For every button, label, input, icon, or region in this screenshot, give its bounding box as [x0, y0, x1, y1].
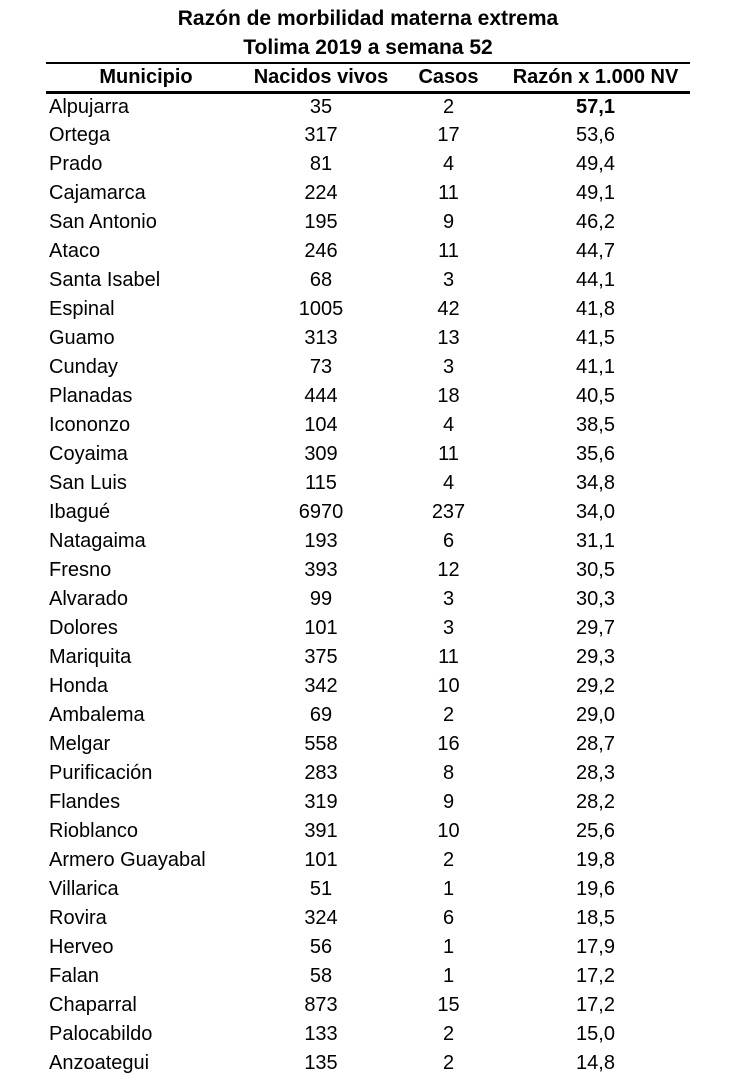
- nacidos-vivos-cell: 1005: [298, 298, 344, 320]
- casos-cell: 3: [442, 617, 455, 639]
- razon-cell: 38,5: [576, 414, 615, 436]
- municipio-cell: Anzoategui: [49, 1052, 150, 1074]
- casos-cell: 2: [442, 704, 455, 726]
- municipio-cell: Prado: [49, 153, 103, 175]
- table-header: [46, 63, 690, 92]
- municipio-cell: San Luis: [49, 472, 127, 494]
- razon-cell: 17,9: [576, 936, 615, 958]
- casos-cell: 17: [437, 124, 460, 146]
- table-row: [46, 324, 690, 353]
- casos-cell: 2: [442, 1052, 455, 1074]
- razon-cell: 18,5: [576, 907, 615, 929]
- table-row: [46, 672, 690, 701]
- municipio-cell: San Antonio: [49, 211, 157, 233]
- table-row: [46, 962, 690, 991]
- column-header-nacidos-vivos: Nacidos vivos: [253, 65, 389, 88]
- table-row: [46, 875, 690, 904]
- casos-cell: 9: [442, 791, 455, 813]
- casos-cell: 3: [442, 356, 455, 378]
- municipio-cell: Planadas: [49, 385, 133, 407]
- table-row: [46, 179, 690, 208]
- table-header-row: [46, 63, 690, 92]
- table-row: [46, 846, 690, 875]
- municipio-cell: Icononzo: [49, 414, 131, 436]
- razon-cell: 57,1: [576, 95, 615, 118]
- casos-cell: 10: [437, 820, 460, 842]
- table-row: [46, 150, 690, 179]
- razon-cell: 29,3: [576, 646, 615, 668]
- municipio-cell: Flandes: [49, 791, 121, 813]
- nacidos-vivos-cell: 56: [309, 936, 333, 958]
- razon-cell: 28,7: [576, 733, 615, 755]
- nacidos-vivos-cell: 313: [304, 327, 338, 349]
- title-block: [46, 4, 690, 62]
- table-row: [46, 121, 690, 150]
- nacidos-vivos-cell: 6970: [298, 501, 344, 523]
- nacidos-vivos-cell: 99: [309, 588, 333, 610]
- municipio-cell: Armero Guayabal: [49, 849, 206, 871]
- table-row: [46, 904, 690, 933]
- razon-cell: 44,1: [576, 269, 615, 291]
- nacidos-vivos-cell: 393: [304, 559, 338, 581]
- casos-cell: 3: [442, 588, 455, 610]
- page-title: Razón de morbilidad materna extrema: [177, 7, 559, 30]
- casos-cell: 237: [431, 501, 466, 523]
- table-row: [46, 295, 690, 324]
- casos-cell: 42: [437, 298, 460, 320]
- municipio-cell: Ortega: [49, 124, 111, 146]
- nacidos-vivos-cell: 317: [304, 124, 338, 146]
- razon-cell: 17,2: [576, 965, 615, 987]
- municipio-cell: Honda: [49, 675, 108, 697]
- nacidos-vivos-cell: 324: [304, 907, 338, 929]
- nacidos-vivos-cell: 115: [305, 472, 337, 494]
- nacidos-vivos-cell: 69: [309, 704, 333, 726]
- razon-cell: 19,6: [576, 878, 615, 900]
- table-row: [46, 1049, 690, 1078]
- razon-cell: 15,0: [576, 1023, 615, 1045]
- nacidos-vivos-cell: 58: [309, 965, 333, 987]
- table-row: [46, 701, 690, 730]
- table-row: [46, 469, 690, 498]
- table-row: [46, 92, 690, 121]
- razon-cell: 19,8: [576, 849, 615, 871]
- table-row: [46, 788, 690, 817]
- razon-cell: 49,1: [576, 182, 615, 204]
- casos-cell: 11: [438, 646, 459, 668]
- nacidos-vivos-cell: 35: [309, 95, 333, 118]
- municipio-cell: Coyaima: [49, 443, 128, 465]
- casos-cell: 1: [442, 878, 455, 900]
- nacidos-vivos-cell: 319: [304, 791, 338, 813]
- casos-cell: 3: [442, 269, 455, 291]
- nacidos-vivos-cell: 375: [304, 646, 338, 668]
- razon-cell: 17,2: [576, 994, 615, 1016]
- municipio-cell: Melgar: [49, 733, 111, 755]
- nacidos-vivos-cell: 193: [304, 530, 338, 552]
- municipio-cell: Rioblanco: [49, 820, 138, 842]
- column-header-casos: Casos: [418, 65, 479, 88]
- razon-cell: 30,3: [576, 588, 615, 610]
- nacidos-vivos-cell: 873: [304, 994, 338, 1016]
- municipio-cell: Mariquita: [49, 646, 132, 668]
- municipio-cell: Dolores: [49, 617, 118, 639]
- nacidos-vivos-cell: 391: [304, 820, 338, 842]
- municipio-cell: Villarica: [49, 878, 119, 900]
- nacidos-vivos-cell: 342: [304, 675, 338, 697]
- razon-cell: 44,7: [576, 240, 615, 262]
- razon-cell: 29,2: [576, 675, 615, 697]
- razon-cell: 25,6: [576, 820, 615, 842]
- municipio-cell: Cunday: [49, 356, 118, 378]
- casos-cell: 2: [442, 95, 455, 118]
- razon-cell: 53,6: [576, 124, 615, 146]
- casos-cell: 4: [442, 153, 455, 175]
- nacidos-vivos-cell: 444: [304, 385, 338, 407]
- municipio-cell: Falan: [49, 965, 100, 987]
- nacidos-vivos-cell: 104: [304, 414, 338, 436]
- razon-cell: 29,0: [576, 704, 615, 726]
- table-row: [46, 933, 690, 962]
- morbidity-table: [46, 62, 690, 1078]
- nacidos-vivos-cell: 558: [304, 733, 338, 755]
- municipio-cell: Palocabildo: [49, 1023, 153, 1045]
- razon-cell: 35,6: [576, 443, 615, 465]
- razon-cell: 41,5: [576, 327, 615, 349]
- razon-cell: 28,2: [576, 791, 615, 813]
- table-row: [46, 556, 690, 585]
- table-row: [46, 643, 690, 672]
- casos-cell: 2: [442, 1023, 455, 1045]
- razon-cell: 41,1: [576, 356, 615, 378]
- municipio-cell: Espinal: [49, 298, 115, 320]
- table-row: [46, 614, 690, 643]
- table-row: [46, 266, 690, 295]
- municipio-cell: Santa Isabel: [49, 269, 161, 291]
- casos-cell: 8: [442, 762, 455, 784]
- casos-cell: 6: [442, 530, 455, 552]
- municipio-cell: Fresno: [49, 559, 112, 581]
- nacidos-vivos-cell: 246: [304, 240, 338, 262]
- table-row: [46, 817, 690, 846]
- municipio-cell: Ambalema: [49, 704, 145, 726]
- municipio-cell: Alvarado: [49, 588, 128, 610]
- casos-cell: 18: [437, 385, 460, 407]
- municipio-cell: Guamo: [49, 327, 115, 349]
- table-row: [46, 1020, 690, 1049]
- municipio-cell: Natagaima: [49, 530, 146, 552]
- table-row: [46, 208, 690, 237]
- municipio-cell: Chaparral: [49, 994, 137, 1016]
- municipio-cell: Ataco: [49, 240, 101, 262]
- table-row: [46, 411, 690, 440]
- table-body: [46, 92, 690, 1078]
- casos-cell: 16: [437, 733, 460, 755]
- nacidos-vivos-cell: 51: [309, 878, 333, 900]
- municipio-cell: Purificación: [49, 762, 153, 784]
- razon-cell: 40,5: [576, 385, 615, 407]
- municipio-cell: Herveo: [49, 936, 114, 958]
- casos-cell: 4: [442, 414, 455, 436]
- table-row: [46, 527, 690, 556]
- table-row: [46, 353, 690, 382]
- table-row: [46, 730, 690, 759]
- column-header-razon: Razón x 1.000 NV: [512, 65, 679, 88]
- municipio-cell: Rovira: [49, 907, 107, 929]
- casos-cell: 11: [438, 443, 459, 465]
- razon-cell: 14,8: [576, 1052, 615, 1074]
- casos-cell: 10: [437, 675, 460, 697]
- casos-cell: 11: [438, 240, 459, 262]
- table-row: [46, 237, 690, 266]
- nacidos-vivos-cell: 73: [309, 356, 333, 378]
- razon-cell: 41,8: [576, 298, 615, 320]
- razon-cell: 30,5: [576, 559, 615, 581]
- table-row: [46, 498, 690, 527]
- nacidos-vivos-cell: 101: [304, 617, 338, 639]
- casos-cell: 4: [442, 472, 455, 494]
- table-row: [46, 759, 690, 788]
- municipio-cell: Ibagué: [49, 501, 111, 523]
- casos-cell: 15: [437, 994, 460, 1016]
- table-row: [46, 585, 690, 614]
- nacidos-vivos-cell: 81: [309, 153, 333, 175]
- table-row: [46, 991, 690, 1020]
- page-subtitle: Tolima 2019 a semana 52: [243, 36, 493, 59]
- nacidos-vivos-cell: 101: [304, 849, 338, 871]
- column-header-municipio: Municipio: [99, 65, 193, 88]
- razon-cell: 49,4: [576, 153, 615, 175]
- casos-cell: 6: [442, 907, 455, 929]
- table-row: [46, 382, 690, 411]
- nacidos-vivos-cell: 283: [304, 762, 338, 784]
- municipio-cell: Alpujarra: [49, 95, 130, 118]
- casos-cell: 2: [442, 849, 455, 871]
- nacidos-vivos-cell: 309: [304, 443, 338, 465]
- razon-cell: 46,2: [576, 211, 615, 233]
- nacidos-vivos-cell: 195: [304, 211, 338, 233]
- razon-cell: 28,3: [576, 762, 615, 784]
- casos-cell: 9: [442, 211, 455, 233]
- municipio-cell: Cajamarca: [49, 182, 146, 204]
- nacidos-vivos-cell: 133: [304, 1023, 338, 1045]
- razon-cell: 29,7: [576, 617, 615, 639]
- nacidos-vivos-cell: 68: [309, 269, 333, 291]
- razon-cell: 34,8: [576, 472, 615, 494]
- nacidos-vivos-cell: 135: [304, 1052, 338, 1074]
- nacidos-vivos-cell: 224: [304, 182, 338, 204]
- razon-cell: 31,1: [576, 530, 615, 552]
- casos-cell: 12: [437, 559, 460, 581]
- casos-cell: 13: [437, 327, 460, 349]
- casos-cell: 1: [442, 965, 455, 987]
- casos-cell: 1: [442, 936, 455, 958]
- table-row: [46, 440, 690, 469]
- razon-cell: 34,0: [576, 501, 615, 523]
- casos-cell: 11: [438, 182, 459, 204]
